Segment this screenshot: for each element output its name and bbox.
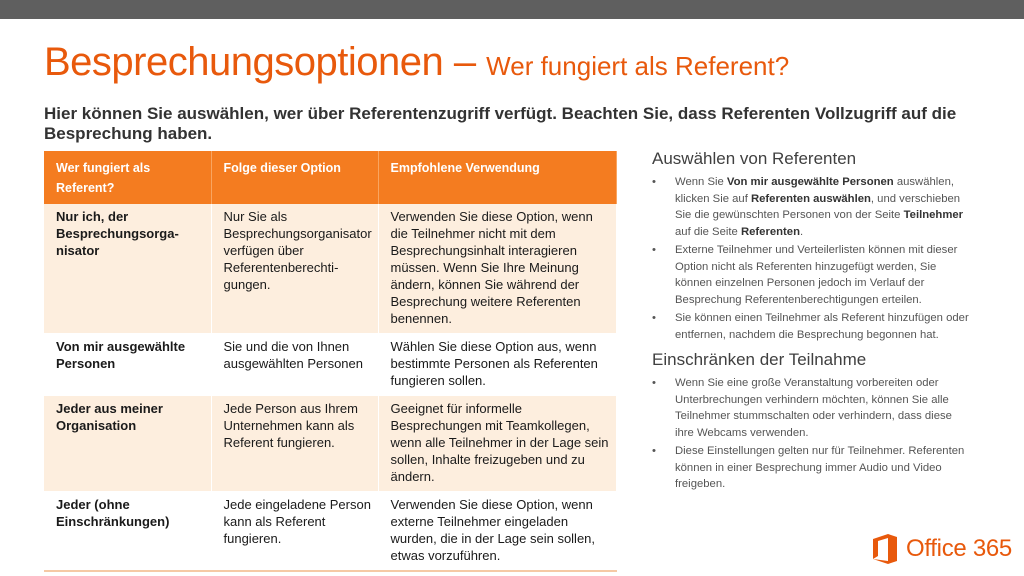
list-item: • Wenn Sie eine große Veranstaltung vorbereiten oder Unterbrechungen verhindern möchten, können Sie alle Teilnehmer stummschalten oder verhindern, dass diese ihre Webcams verwenden.	[652, 377, 952, 439]
list-item: • Diese Einstellungen gelten nur für Teilnehmer. Referenten können in einer Besprechung immer Audio und Video freigeben.	[652, 445, 965, 490]
table-row	[44, 204, 616, 334]
title-main: Besprechungsoptionen –	[44, 40, 487, 84]
options-table	[44, 151, 617, 572]
cell-who: Jeder aus meiner Organisation	[44, 396, 211, 492]
table-row	[44, 492, 616, 572]
list-item: • Sie können einen Teilnehmer als Referent hinzufügen oder entfernen, nachdem die Besprechung begonnen hat.	[652, 312, 969, 341]
table-row	[44, 396, 616, 492]
slide-title	[44, 40, 789, 85]
top-bar	[0, 0, 1024, 19]
header-usage: Empfohlene Verwendung	[378, 151, 616, 204]
bullet-icon: •	[652, 445, 656, 457]
bullet-icon: •	[652, 377, 656, 389]
table-row	[44, 334, 616, 396]
cell-who: Nur ich, der Besprechungsorga-nisator	[44, 204, 211, 334]
list-item: • Externe Teilnehmer und Verteilerlisten können mit dieser Option nicht als Referenten hinzugefügt werden, Sie können einzelnen Personen jedoch im Verlauf der Besprechung Referentenberechtigungen erteilen.	[652, 244, 958, 306]
logo-text: Office 365	[906, 535, 1012, 562]
intro-text: Hier können Sie auswählen, wer über Referentenzugriff verfügt. Beachten Sie, dass Referenten Vollzugriff auf die Besprechung haben.	[44, 104, 957, 143]
cell-usage: Wählen Sie diese Option aus, wenn bestimmte Personen als Referenten fungieren sollen.	[378, 334, 616, 396]
cell-effect: Nur Sie als Besprechungsorganisator verfügen über Referentenberechti-gungen.	[211, 204, 378, 334]
cell-who: Von mir ausgewählte Personen	[44, 334, 211, 396]
list-item: • Wenn Sie Von mir ausgewählte Personen auswählen, klicken Sie auf Referenten auswählen, und verschieben Sie die gewünschten Personen von der Seite Teilnehmer auf die Seite Referenten.	[652, 176, 964, 238]
cell-usage: Geeignet für informelle Besprechungen mit Teamkollegen, wenn alle Teilnehmer in der Lage sein sollen, Inhalte freizugeben und zu ändern.	[378, 396, 616, 492]
presenters-bullet-list	[652, 174, 970, 343]
bullet-icon: •	[652, 244, 656, 256]
table-header-row	[44, 151, 616, 204]
cell-who: Jeder (ohne Einschränkungen)	[44, 492, 211, 572]
cell-effect: Jede Person aus Ihrem Unternehmen kann als Referent fungieren.	[211, 396, 378, 492]
title-subtitle: Wer fungiert als Referent?	[486, 51, 790, 81]
cell-effect: Sie und die von Ihnen ausgewählten Personen	[211, 334, 378, 396]
side-panel	[652, 148, 970, 499]
office-logo-icon	[872, 533, 898, 565]
bullet-icon: •	[652, 312, 656, 324]
header-effect: Folge dieser Option	[211, 151, 378, 204]
cell-usage: Verwenden Sie diese Option, wenn die Teilnehmer nicht mit dem Besprechungsinhalt interagieren müssen. Wenn Sie Ihre Meinung ändern, können Sie während der Besprechung weitere Referenten benennen.	[378, 204, 616, 334]
header-who: Wer fungiert als Referent?	[44, 151, 211, 204]
section-heading-restrict: Einschränken der Teilnahme	[652, 350, 867, 369]
cell-effect: Jede eingeladene Person kann als Referent fungieren.	[211, 492, 378, 572]
section-heading-presenters: Auswählen von Referenten	[652, 149, 857, 168]
restrict-bullet-list	[652, 375, 970, 493]
office-365-logo	[872, 532, 1012, 566]
bullet-icon: •	[652, 176, 656, 188]
cell-usage: Verwenden Sie diese Option, wenn externe Teilnehmer eingeladen wurden, die in der Lage sein sollen, etwas vorzuführen.	[378, 492, 616, 572]
